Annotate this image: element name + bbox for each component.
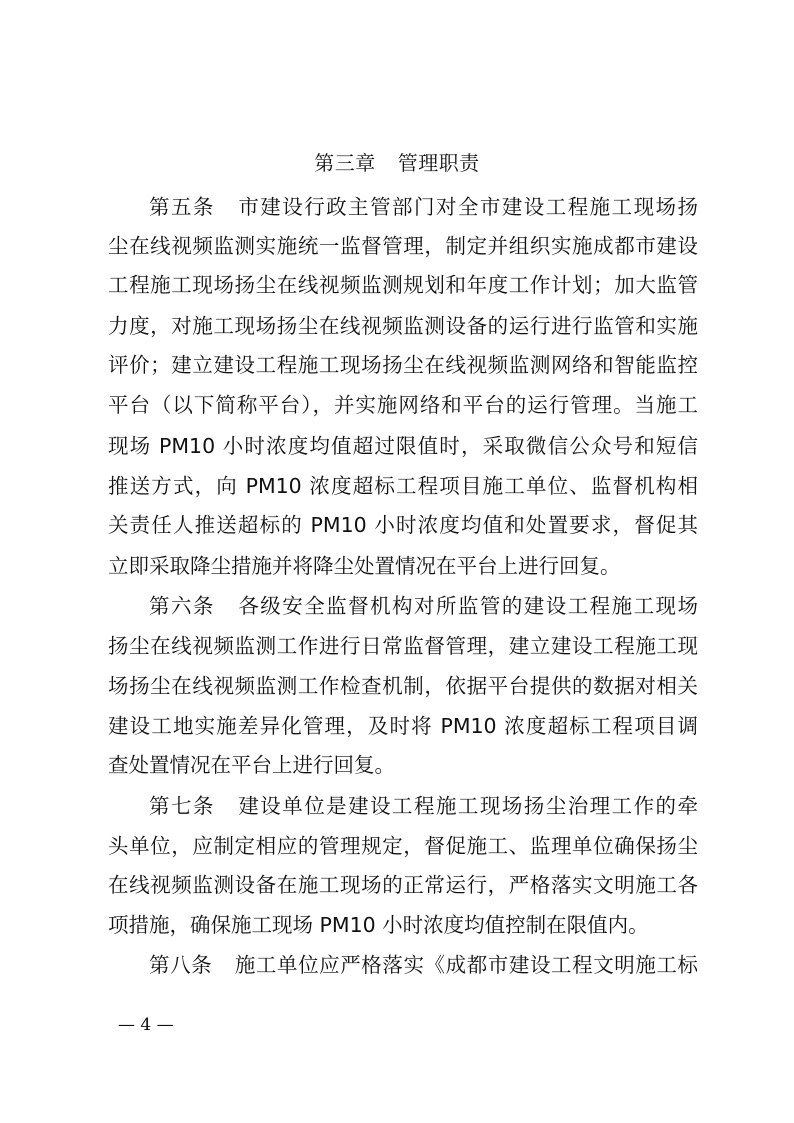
article-6-line-2: 扬尘在线视频监测工作进行日常监督管理，建立建设工程施工现 (108, 634, 698, 658)
article-5-line-7: 现场 PM10 小时浓度均值超过限值时，采取微信公众号和短信 (108, 434, 698, 458)
article-5-line-10: 立即采取降尘措施并将降尘处置情况在平台上进行回复。 (108, 554, 621, 578)
article-5-line-2: 尘在线视频监测实施统一监督管理，制定并组织实施成都市建设 (108, 234, 698, 258)
article-7-line-2: 头单位，应制定相应的管理规定，督促施工、监理单位确保扬尘 (108, 834, 698, 858)
article-5-line-3: 工程施工现场扬尘在线视频监测规划和年度工作计划；加大监管 (108, 273, 698, 297)
article-5-line-5: 评价；建立建设工程施工现场扬尘在线视频监测网络和智能监控 (108, 353, 698, 377)
chapter-number: 第三章 (314, 151, 376, 175)
article-6-line-4: 建设工地实施差异化管理，及时将 PM10 浓度超标工程项目调 (108, 714, 698, 738)
page-number: — 4 — (118, 1015, 174, 1035)
article-5-label: 第五条 (149, 195, 215, 219)
article-6-line-1: 第六条 各级安全监督机构对所监管的建设工程施工现场 (149, 594, 698, 618)
article-5-line-9: 关责任人推送超标的 PM10 小时浓度均值和处置要求，督促其 (108, 513, 698, 537)
chapter-heading (0, 148, 794, 178)
article-8-label: 第八条 (149, 953, 213, 977)
article-6-label: 第六条 (149, 594, 215, 618)
article-5-line-6: 平台（以下简称平台），并实施网络和平台的运行管理。当施工 (108, 393, 698, 417)
article-5-line-4: 力度，对施工现场扬尘在线视频监测设备的运行进行监管和实施 (108, 314, 698, 338)
article-7-line-4: 项措施，确保施工现场 PM10 小时浓度均值控制在限值内。 (108, 913, 649, 937)
article-8-line-1: 第八条 施工单位应严格落实《成都市建设工程文明施工标 (149, 953, 698, 977)
article-7-label: 第七条 (149, 794, 215, 818)
chapter-title: 管理职责 (397, 151, 480, 175)
article-6-line-5: 查处置情况在平台上进行回复。 (108, 753, 395, 777)
article-6-line-3: 场扬尘在线视频监测工作检查机制，依据平台提供的数据对相关 (108, 674, 698, 698)
article-7-line-3: 在线视频监测设备在施工现场的正常运行，严格落实文明施工各 (108, 873, 698, 897)
article-5-line-8: 推送方式，向 PM10 浓度超标工程项目施工单位、监督机构相 (108, 474, 698, 498)
article-5-line-1: 第五条 市建设行政主管部门对全市建设工程施工现场扬 (149, 195, 698, 219)
article-7-line-1: 第七条 建设单位是建设工程施工现场扬尘治理工作的牵 (149, 794, 698, 818)
